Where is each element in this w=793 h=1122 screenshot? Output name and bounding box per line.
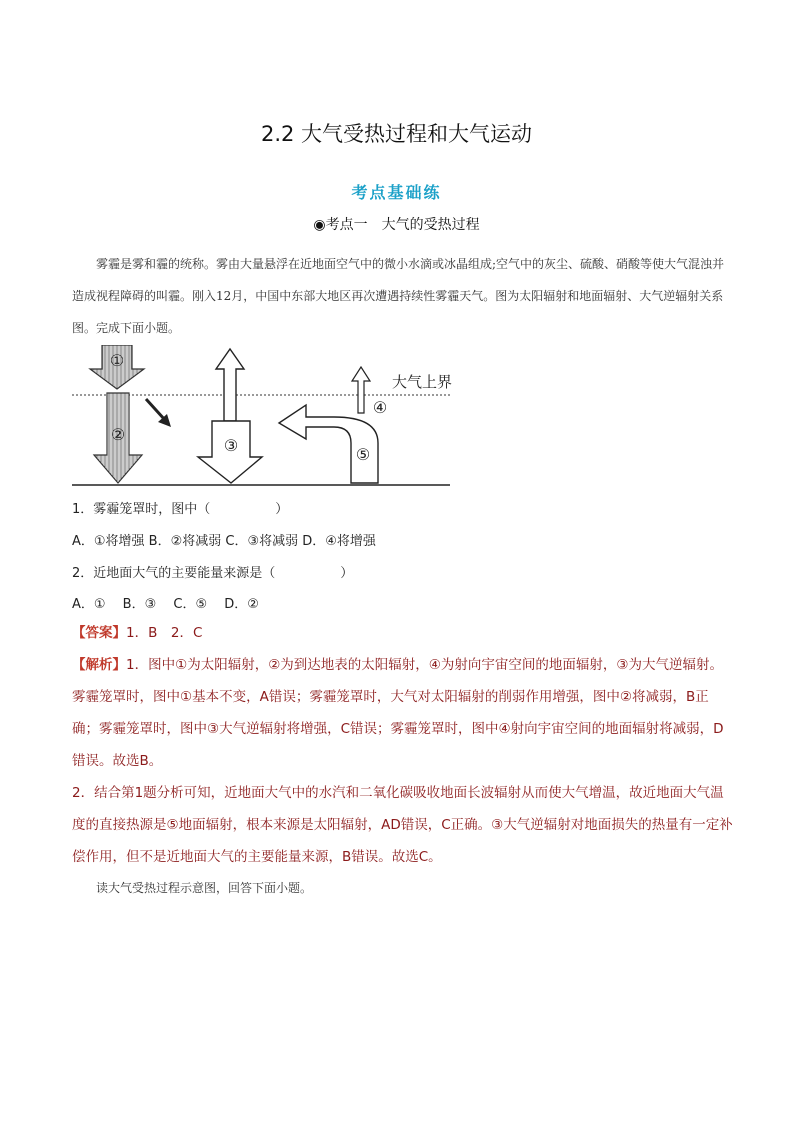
question-1-stem: 1．雾霾笼罩时，图中（ ） — [72, 502, 289, 517]
radiation-diagram — [72, 345, 452, 490]
question-2-options: A．① B．③ C．⑤ D．② — [72, 597, 259, 612]
label-2: ② — [110, 425, 126, 444]
answer-text: 1．B 2．C — [126, 625, 203, 641]
reflection-arrow — [146, 399, 165, 420]
atmosphere-top-label: 大气上界 — [392, 373, 452, 391]
label-4: ④ — [372, 398, 388, 417]
arrow-ground-radiation-up — [216, 349, 244, 421]
intro-paragraph: 雾霾是雾和霾的统称。雾由大量悬浮在近地面空气中的微小水滴或冰晶组成;空气中的灰尘、硫酸、硝酸等使大气混浊并造成视程障碍的叫霾。刚入12月，中国中东部大地区再次遭遇持续性雾霾天气。图为太阳辐射和地面辐射、大气逆辐射关系图。完成下面小题。 — [72, 257, 725, 335]
section-subtitle: 考点基础练 — [351, 183, 442, 202]
next-intro: 读大气受热过程示意图，回答下面小题。 — [96, 881, 313, 895]
arrow-ground-radiation — [279, 405, 378, 483]
analysis-tag: 【解析】 — [72, 657, 126, 673]
label-5: ⑤ — [355, 445, 371, 464]
question-1-options: A．①将增强 B．②将减弱 C．③将减弱 D．④将增强 — [72, 534, 376, 549]
analysis-text-1: 1．图中①为太阳辐射，②为到达地表的太阳辐射，④为射向宇宙空间的地面辐射，③为大气逆辐射。雾霾笼罩时，图中①基本不变，A错误；雾霾笼罩时，大气对太阳辐射的削弱作用增强，图中②将减弱，B正确；雾霾笼罩时，图中③大气逆辐射将增强，C错误；雾霾笼罩时，图中④射向宇宙空间的地面辐射将减弱，D错误。故选B。 — [72, 657, 724, 769]
page-title: 2.2 大气受热过程和大气运动 — [260, 122, 533, 146]
analysis-paragraph-2: 2．结合第1题分析可知，近地面大气中的水汽和二氧化碳吸收地面长波辐射从而使大气增温，故近地面大气温度的直接热源是⑤地面辐射，根本来源是太阳辐射，AD错误，C正确。③大气逆辐射对地面损失的热量有一定补偿作用，但不是近地面大气的主要能量来源，B错误。故选C。 — [72, 785, 733, 865]
label-3: ③ — [223, 436, 239, 455]
answer-tag: 【答案】 — [72, 625, 126, 641]
answer-block — [72, 617, 734, 649]
arrow-space-radiation — [352, 367, 370, 413]
topic-heading: ◉考点一 大气的受热过程 — [313, 217, 480, 233]
question-2-stem: 2．近地面大气的主要能量来源是（ ） — [72, 566, 354, 581]
label-1: ① — [109, 351, 125, 370]
analysis-paragraph-1 — [72, 649, 734, 777]
